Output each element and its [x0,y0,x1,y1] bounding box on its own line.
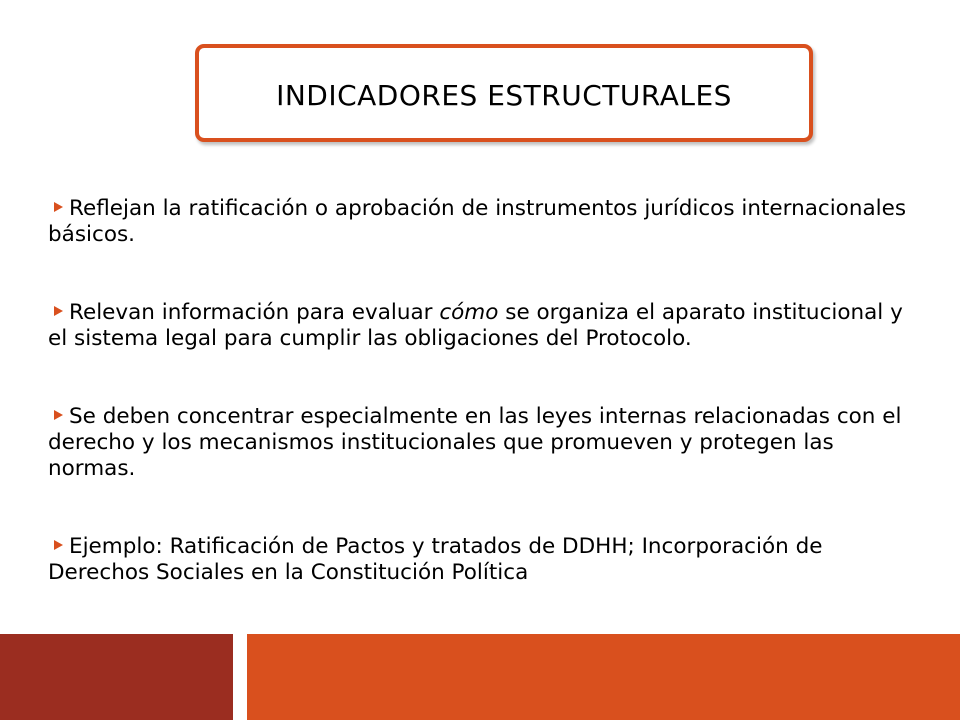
bullet-text: Reflejan la ratificación o aprobación de instrumentos jurídicos internacionales básicos. [48,196,907,247]
bullet-item [48,300,908,352]
title-box [195,44,813,142]
arrowhead-bullet-icon [54,202,63,212]
bullet-item [48,404,908,482]
footer-bar-dark [0,634,233,720]
arrowhead-bullet-icon [54,410,63,420]
bullet-text: Se deben concentrar especialmente en las leyes internas relacionadas con el derecho y los mecanismos institucionales que promueven y protegen las normas. [48,404,902,481]
bullet-text-continued: se organiza el aparato institucional y el sistema legal para cumplir las obligaciones del Protocolo. [48,300,903,351]
bullet-text: Ejemplo: Ratificación de Pactos y tratados de DDHH; Incorporación de Derechos Sociales en la Constitución Política [48,534,823,585]
bullet-list [48,196,908,586]
bullet-emphasis: cómo [439,300,499,325]
bullet-item [48,534,908,586]
arrowhead-bullet-icon [54,540,63,550]
arrowhead-bullet-icon [54,306,63,316]
slide-title: INDICADORES ESTRUCTURALES [276,78,732,112]
footer-bar-accent [247,634,960,720]
bullet-item [48,196,908,248]
footer-bar-divider [233,634,247,720]
bullet-text: Relevan información para evaluar [69,300,440,325]
